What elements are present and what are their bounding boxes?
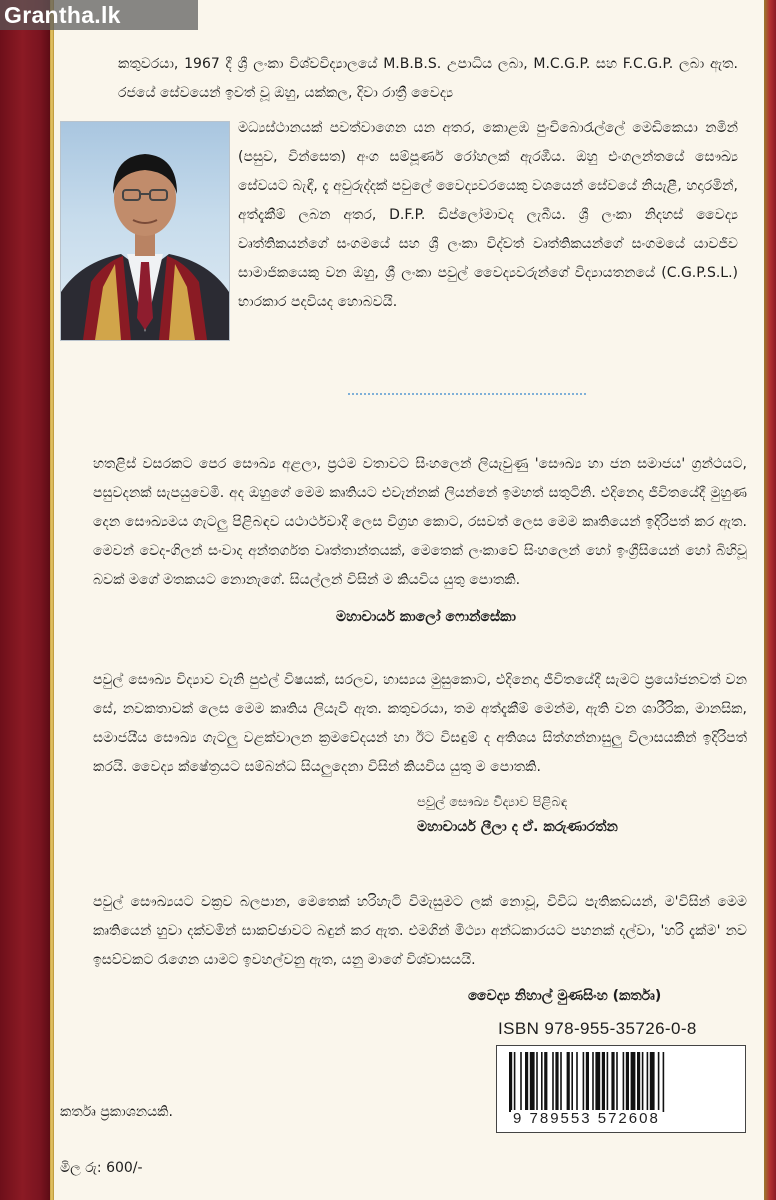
barcode-bar <box>637 1052 640 1112</box>
barcode-number: 9 789553 572608 <box>513 1110 660 1127</box>
author-note-signature: වෛද්‍ය නිහාල් මුණසිංහ (කර්තෘ) <box>468 988 662 1004</box>
barcode-bar <box>592 1052 594 1112</box>
watermark-logo: Grantha.lk <box>0 0 198 30</box>
barcode-bar <box>560 1052 562 1112</box>
right-edge-band <box>764 0 776 1200</box>
review-1-text: හතළිස් වසරකට පෙර සෞඛ්‍ය අළලා, ප්‍රථම වතාවට සිංහලෙන් ලියැවුණු 'සෞඛ්‍ය හා ජන සමාජය' ග්‍රන්ථයට, පසුවදනක් සැපයුවෙමි. අද ඔහුගේ මෙම කෘතියට එවැන්නක් ලියන්නේ ඉමහත් සතුටිනි. එදිනෙදා ජීවිතයේදී මුහුණ දෙන සෞඛ්‍යමය ගැටලු පිළිබඳව යථාර්ථවාදී ලෙස විග්‍රහ කොට, රසවත් ලෙස මෙම කෘතියෙන් ඉදිරිපත් කර ඇත. මෙවන් වෙද-ගිලන් සංවාද අන්තර්ගත වෘත්තාන්තයක්, මෙතෙක් ලංකාවේ සිංහලෙන් හෝ ඉංග්‍රීසියෙන් හෝ බිහිවූ බවක් මගේ මතකයට නොනැගේ. සියල්ලන් විසින් ම කියවිය යුතු පොතකි. <box>93 456 747 588</box>
review-1-signature: මහාචාර්ය කාලෝ ෆොන්සේකා <box>336 609 516 625</box>
barcode-bar <box>586 1052 589 1112</box>
barcode-bar <box>520 1052 522 1112</box>
barcode-bar <box>663 1052 665 1112</box>
publisher-note: කර්තෘ ප්‍රකාශනයකි. <box>60 1104 173 1120</box>
review-2-subtitle: පවුල් සෞඛ්‍ය විද්‍යාව පිළිබඳ <box>417 795 568 810</box>
author-bio-side: මධ්‍යස්ථානයක් පවත්වාගෙන යන අතර, කොළඹ පුංචිබොරැල්ලේ මෙඩිකෙයා නමින් (පසුව, වින්සෙත) අංග සම්පූර්ණ රෝහලක් ඇරඹීය. ඔහු එංගලන්තයේ සෞඛ්‍ය සේවයට බැඳී, දැ අවුරුද්දක් පවුලේ වෛද්‍යවරයෙකු වශයෙන් සේවයේ නියැළී, හදාරමින්, අත්දැකීම් ලබන අතර, D.F.P. ඩිප්ලෝමාවද ලැබීය. ශ්‍රී ලංකා නිදහස් වෛද්‍ය වෘත්තිකයන්ගේ සංගමයේ සහ ශ්‍රී ලංකා විද්වත් වෘත්තිකයන්ගේ සංගමයේ යාවජීව සාමාජිකයෙකු වන ඔහු, ශ්‍රී ලංකා පවුල් වෛද්‍යවරුන්ගේ විද්‍යායතනයේ (C.G.P.S.L.) භාරකාර පදවියද හොබවයි. <box>238 120 738 310</box>
barcode-bar <box>525 1052 528 1112</box>
barcode-bar <box>650 1052 655 1112</box>
book-spine <box>0 0 50 1200</box>
author-portrait-illustration <box>61 122 229 340</box>
barcode-bar <box>530 1052 535 1112</box>
barcode-bar <box>514 1052 516 1112</box>
author-note-text: පවුල් සෞඛ්‍යයට වක්‍රව බලපාන, මෙතෙක් හරිහැටි විමැසුමට ලක් නොවූ, විවිධ පැතිකඩයන්, ම'විසින් මෙම කෘතියෙන් හුවා දක්වමින් සාකච්ඡාවට බඳුන් කර ඇත. එමගින් මිථ්‍යා අන්ධකාරයට පහනක් දල්වා, 'හරි දැක්ම' නව ඉසව්වකට රැගෙන යාමට ඉවහල්වනු ඇත, යනු මාගේ විශ්වාසයයි. <box>93 894 747 968</box>
spine-gold-stripe <box>50 0 54 1200</box>
barcode-bar <box>642 1052 644 1112</box>
barcode-bar <box>552 1052 554 1112</box>
review-2-text: පවුල් සෞඛ්‍ය විද්‍යාව වැනි පුළුල් විෂයක්, සරලව, හාස්‍යය මුසුකොට, එදිනෙදා ජීවිතයේදී සැමට ප්‍රයෝජනවත් වන සේ, නවකතාවක් ලෙස මෙම කෘතිය ලියැවී ඇත. කතුවරයා, තම අත්දැකීම් මෙන්ම, ඇති වන ශාරීරික, මානසික, සමාජයීය සෞඛ්‍ය ගැටලු වළක්වාලන ක්‍රමවේදයන් හා ඊට විසඳුම් ද අතිශය සිත්ගන්නාසුලු විලාසයකින් ඉදිරිපත් කරයි. වෛද්‍ය ක්ෂේත්‍රයට සම්බන්ධ සියලුදෙනා විසින් කියවිය යුතු ම පොතකි. <box>93 672 747 775</box>
review-2-signature: මහාචාර්ය ලීලා ද ඒ. කරුණාරත්න <box>417 819 618 835</box>
barcode-bar <box>616 1052 618 1112</box>
barcode-bar <box>658 1052 660 1112</box>
barcode-bar <box>623 1052 625 1112</box>
section-divider <box>348 393 586 395</box>
barcode-bar <box>595 1052 600 1112</box>
barcode-bar <box>626 1052 629 1112</box>
barcode-bar <box>631 1052 636 1112</box>
barcode-bar <box>647 1052 649 1112</box>
barcode-bar <box>571 1052 573 1112</box>
barcode-bar <box>607 1052 609 1112</box>
barcode-bar <box>602 1052 605 1112</box>
barcode-bar <box>567 1052 570 1112</box>
barcode-bar <box>555 1052 558 1112</box>
author-photo <box>60 121 230 341</box>
barcode-bar <box>611 1052 614 1112</box>
isbn-label: ISBN 978-955-35726-0-8 <box>498 1019 697 1038</box>
barcode-bar <box>536 1052 538 1112</box>
author-bio-top: කතුවරයා, 1967 දී ශ්‍රී ලංකා විශ්වවිද්‍යාලයේ M.B.B.S. උපාධිය ලබා, M.C.G.P. සහ F.C.G.P. ලබා ඇත. රජයේ සේවයෙන් ඉවත් වූ ඔහු, යක්කල, දිවා රාත්‍රී වෛද්‍ය <box>118 56 738 101</box>
price-label: මිල රු: 600/- <box>60 1160 143 1176</box>
barcode-bar <box>541 1052 543 1112</box>
barcode-bar <box>583 1052 585 1112</box>
barcode-bar <box>544 1052 547 1112</box>
barcode-bar <box>509 1052 512 1112</box>
barcode-bar <box>576 1052 578 1112</box>
